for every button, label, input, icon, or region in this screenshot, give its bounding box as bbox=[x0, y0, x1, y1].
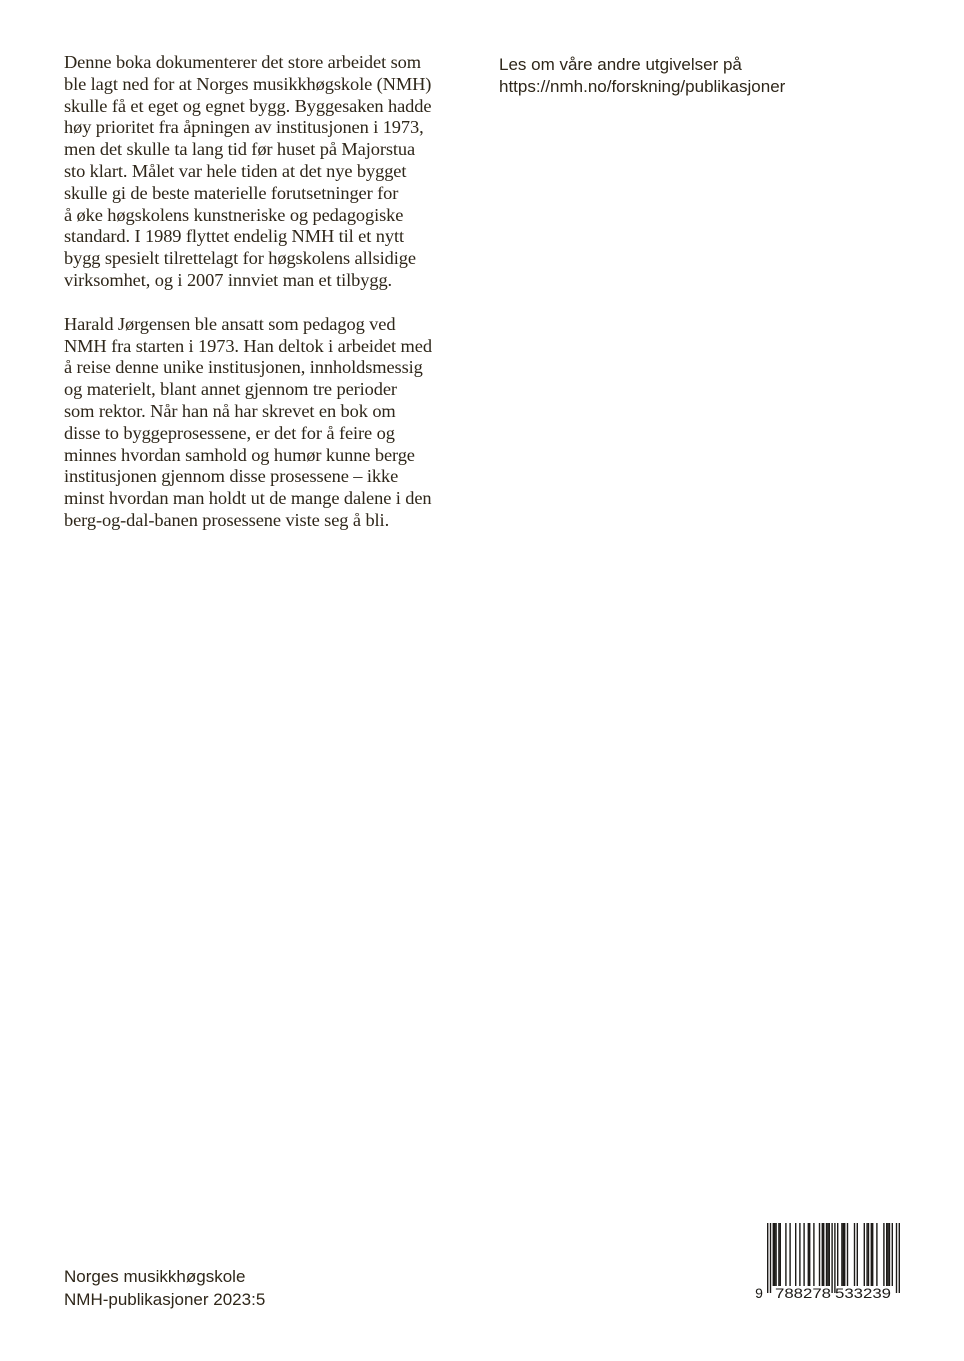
text-line: å øke høgskolens kunstneriske og pedagogiske bbox=[64, 204, 404, 225]
barcode-bar bbox=[868, 1223, 869, 1286]
series-number: NMH-publikasjoner 2023:5 bbox=[64, 1289, 266, 1309]
barcode-bar bbox=[827, 1223, 828, 1286]
barcode-bar bbox=[889, 1223, 890, 1286]
barcode-bar bbox=[896, 1223, 897, 1293]
text-line: Denne boka dokumenterer det store arbeidet som bbox=[64, 52, 421, 72]
barcode-bar bbox=[831, 1223, 832, 1293]
barcode-bar bbox=[847, 1223, 848, 1286]
barcode-bar bbox=[808, 1223, 809, 1286]
barcode-left-digits: 788278 bbox=[775, 1285, 832, 1301]
text-line: høy prioritet fra åpningen av institusjonen i 1973, bbox=[64, 117, 424, 138]
text-line: institusjonen gjennom disse prosessene – ikke bbox=[64, 466, 399, 487]
barcode-bar bbox=[834, 1223, 835, 1293]
barcode-bar bbox=[822, 1223, 823, 1286]
barcode-bar bbox=[773, 1223, 774, 1286]
text-line: NMH fra starten i 1973. Han deltok i arbeidet med bbox=[64, 335, 432, 356]
barcode-bar bbox=[778, 1223, 779, 1286]
text-line: Harald Jørgensen ble ansatt som pedagog ved bbox=[64, 313, 396, 334]
barcode-bar bbox=[826, 1223, 827, 1286]
barcode-bar bbox=[857, 1223, 858, 1286]
barcode-bar bbox=[837, 1223, 838, 1286]
barcode-bar bbox=[809, 1223, 810, 1286]
barcode-bar bbox=[844, 1223, 845, 1286]
book-description bbox=[64, 52, 484, 532]
text-line: og materielt, blant annet gjennom tre perioder bbox=[64, 379, 397, 400]
text-line: virksomhet, og i 2007 innviet man et tilbygg. bbox=[64, 269, 393, 290]
text-line: ble lagt ned for at Norges musikkhøgskole (NMH) bbox=[64, 73, 432, 94]
isbn-barcode bbox=[756, 1223, 904, 1301]
text-line: å reise denne unike institusjonen, innholdsmessig bbox=[64, 357, 423, 378]
barcode-bar bbox=[899, 1223, 900, 1293]
publications-intro: Les om våre andre utgivelser på bbox=[499, 55, 742, 74]
text-line: berg-og-dal-banen prosessene viste seg å bli. bbox=[64, 509, 390, 530]
barcode-bar bbox=[775, 1223, 776, 1286]
barcode-bar bbox=[785, 1223, 786, 1286]
text-line: sto klart. Målet var hele tiden at det nye bygget bbox=[64, 160, 407, 181]
barcode-bar bbox=[864, 1223, 865, 1286]
barcode-bar bbox=[892, 1223, 893, 1286]
barcode-bar bbox=[841, 1223, 842, 1286]
barcode-bar bbox=[799, 1223, 800, 1286]
barcode-bar bbox=[803, 1223, 804, 1286]
barcode-bar bbox=[872, 1223, 873, 1286]
barcode-bar bbox=[876, 1223, 877, 1286]
barcode-bar bbox=[866, 1223, 867, 1286]
barcode-bar bbox=[774, 1223, 775, 1286]
barcode-bar bbox=[886, 1223, 887, 1286]
barcode-bar bbox=[854, 1223, 855, 1286]
text-line: disse to byggeprosessene, er det for å feire og bbox=[64, 422, 395, 443]
text-line: minst hvordan man holdt ut de mange dalene i den bbox=[64, 488, 432, 509]
barcode-right-digits: 533239 bbox=[835, 1285, 892, 1301]
imprint bbox=[64, 1266, 265, 1311]
barcode-bar bbox=[780, 1223, 781, 1286]
barcode-bar bbox=[789, 1223, 790, 1286]
barcode-bar bbox=[871, 1223, 872, 1286]
text-line: standard. I 1989 flyttet endelig NMH til et nytt bbox=[64, 226, 404, 247]
barcode-bar bbox=[843, 1223, 844, 1286]
barcode-bar bbox=[829, 1223, 830, 1286]
barcode-bar bbox=[823, 1223, 824, 1286]
barcode-lead-digit: 9 bbox=[755, 1285, 763, 1301]
barcode-bar bbox=[767, 1223, 768, 1293]
text-line: skulle få et eget og egnet bygg. Byggesaken hadde bbox=[64, 95, 432, 116]
publications-note bbox=[499, 54, 785, 98]
barcode-bar bbox=[795, 1223, 796, 1286]
barcode-bar bbox=[819, 1223, 820, 1286]
text-line: som rektor. Når han nå har skrevet en bok om bbox=[64, 400, 396, 421]
barcode-bar bbox=[770, 1223, 771, 1293]
text-line: skulle gi de beste materielle forutsetninger for bbox=[64, 182, 399, 203]
barcode-bar bbox=[887, 1223, 888, 1286]
text-line: bygg spesielt tilrettelagt for høgskolens allsidige bbox=[64, 248, 416, 269]
publisher-name: Norges musikkhøgskole bbox=[64, 1267, 246, 1286]
author-paragraph bbox=[64, 314, 484, 532]
description-paragraph-1 bbox=[64, 52, 484, 292]
barcode-bar bbox=[883, 1223, 884, 1286]
barcode-bar bbox=[813, 1223, 814, 1286]
publications-url: https://nmh.no/forskning/publikasjoner bbox=[499, 77, 786, 96]
text-line: men det skulle ta lang tid før huset på Majorstua bbox=[64, 139, 416, 160]
text-line: minnes hvordan samhold og humør kunne berge bbox=[64, 444, 415, 465]
